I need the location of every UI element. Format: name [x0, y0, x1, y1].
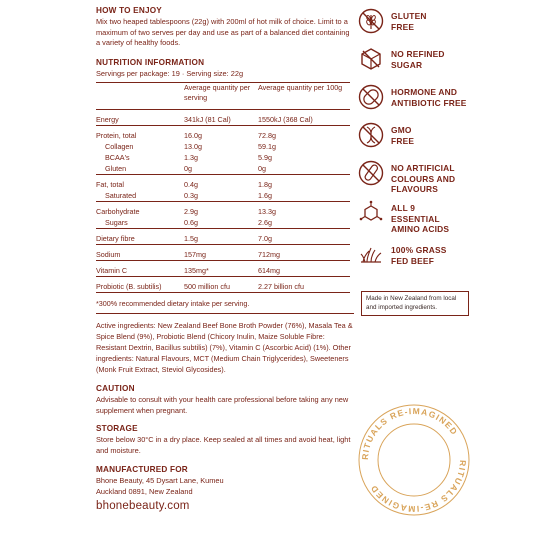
manufacturer-line-2: Auckland 0891, New Zealand [96, 486, 193, 496]
table-row [96, 130, 350, 141]
molecule-icon [358, 200, 384, 226]
table-row [96, 249, 350, 261]
row-label: Fat, total [96, 180, 124, 190]
grass-icon [358, 242, 384, 268]
claim-gluten-free [358, 8, 518, 46]
servings-text: Servings per package: 19 · Serving size: 22g [96, 69, 244, 79]
row-label: Gluten [105, 164, 127, 174]
claim-label: GMO FREE [391, 125, 415, 146]
col-header-serving: Average quantity per serving [184, 83, 258, 110]
table-row [96, 265, 350, 277]
row-serving: 1.5g [184, 234, 198, 244]
claim-gmo-free [358, 122, 518, 160]
row-100g: 1.8g [258, 180, 272, 190]
row-label: Probiotic (B. subtilis) [96, 281, 184, 293]
manufacturer-line-1: Bhone Beauty, 45 Dysart Lane, Kumeu [96, 475, 224, 485]
ingredients-text: Active ingredients: New Zealand Beef Bone Broth Powder (76%), Masala Tea & Spice Blend (9%), Probiotic Blend (Chicory Inulin, Maize Soluble Fibre: Resistant Dextrin, Bacillus subtilis) (7%), Vitamin C (Ascorbic Acid) (1%). Other ingredients: Natural Flavours, MCT (Medium Chain Triglycerides), Sweeteners (Monk Fruit Extract, Steviol Glycosides). [96, 321, 353, 374]
rituals-badge [356, 402, 472, 518]
row-serving: 2.9g [184, 207, 198, 217]
claims-column [358, 8, 518, 280]
dna-crossed-icon [358, 122, 384, 148]
badge-ring-text-2: RITUALS RE-IMAGINED [368, 459, 469, 515]
row-100g: 0g [258, 164, 266, 174]
table-row [96, 163, 350, 175]
table-row [96, 190, 350, 202]
row-serving: 500 million cfu [184, 281, 258, 293]
row-serving: 1.3g [184, 153, 198, 163]
storage-section [96, 424, 354, 456]
caution-text: Advisable to consult with your health care professional before taking any new supplement when pregnant. [96, 394, 349, 415]
row-serving: 0.3g [184, 191, 198, 201]
caution-section [96, 384, 354, 416]
nutrition-table [96, 82, 350, 293]
row-serving: 135mg* [184, 266, 209, 276]
row-100g: 72.8g [258, 131, 276, 141]
claim-amino-acids [358, 200, 518, 242]
row-serving: 157mg [184, 250, 206, 260]
row-serving: 0.4g [184, 180, 198, 190]
capsule-crossed-icon [358, 84, 384, 110]
row-label: Protein, total [96, 131, 137, 141]
row-100g: 2.27 billion cfu [258, 281, 350, 293]
table-row [96, 206, 350, 217]
nutrition-heading: NUTRITION INFORMATION [96, 58, 205, 68]
row-100g: 1.6g [258, 191, 272, 201]
row-100g: 2.6g [258, 218, 272, 228]
manufacturer-section [96, 465, 354, 497]
claim-grass-fed [358, 242, 518, 280]
claim-hormone-antibiotic-free [358, 84, 518, 122]
footnote: *300% recommended dietary intake per serving. [96, 299, 250, 309]
claim-label: GLUTEN FREE [391, 11, 427, 32]
table-row [96, 233, 350, 245]
table-row [96, 114, 350, 126]
row-label: Energy [96, 115, 119, 125]
claim-no-refined-sugar [358, 46, 518, 84]
row-serving: 13.0g [184, 142, 202, 152]
divider [96, 313, 354, 314]
caution-heading: CAUTION [96, 383, 135, 393]
claim-no-artificial [358, 160, 518, 200]
wheat-crossed-icon [358, 8, 384, 34]
claim-label: HORMONE AND ANTIBIOTIC FREE [391, 87, 467, 108]
table-row [96, 141, 350, 152]
row-label: Vitamin C [96, 266, 128, 276]
sugar-cube-crossed-icon [358, 46, 384, 72]
col-header-100g: Average quantity per 100g [258, 83, 350, 110]
row-100g: 59.1g [258, 142, 276, 152]
row-100g: 1550kJ (368 Cal) [258, 115, 313, 125]
claim-label: 100% GRASS FED BEEF [391, 245, 447, 266]
row-label: Collagen [105, 142, 134, 152]
enjoy-text: Mix two heaped tablespoons (22g) with 200ml of hot milk of choice. Limit to a maximum of two serves per day and use as part of a balanced diet containing a variety of healthy foods. [96, 17, 350, 48]
badge-ring-text-1: RITUALS RE-IMAGINED [359, 405, 460, 461]
website-text: bhonebeauty.com [96, 500, 190, 512]
row-serving: 16.0g [184, 131, 202, 141]
row-100g: 5.9g [258, 153, 272, 163]
row-serving: 0g [184, 164, 192, 174]
row-100g: 614mg [258, 266, 280, 276]
row-label: Sugars [105, 218, 128, 228]
test-tube-crossed-icon [358, 160, 384, 186]
storage-heading: STORAGE [96, 424, 138, 434]
claim-label: ALL 9 ESSENTIAL AMINO ACIDS [391, 203, 450, 234]
row-100g: 7.0g [258, 234, 272, 244]
row-serving: 0.6g [184, 218, 198, 228]
row-label: Sodium [96, 250, 121, 260]
claim-label: NO ARTIFICIAL COLOURS AND FLAVOURS [391, 163, 456, 194]
storage-text: Store below 30°C in a dry place. Keep sealed at all times and avoid heat, light and moisture. [96, 435, 351, 456]
table-row [96, 281, 350, 293]
row-100g: 712mg [258, 250, 280, 260]
info-column [96, 6, 354, 497]
manufacturer-heading: MANUFACTURED FOR [96, 464, 188, 474]
made-in-nz-box: Made in New Zealand from local and imported ingredients. [361, 291, 469, 316]
enjoy-heading: HOW TO ENJOY [96, 6, 162, 15]
row-label: Carbohydrate [96, 207, 140, 217]
row-100g: 13.3g [258, 207, 276, 217]
table-row [96, 217, 350, 229]
table-row [96, 152, 350, 163]
row-label: Saturated [105, 191, 137, 201]
row-label: Dietary fibre [96, 234, 135, 244]
table-row [96, 179, 350, 190]
row-label: BCAA's [105, 153, 130, 163]
claim-label: NO REFINED SUGAR [391, 49, 445, 70]
row-serving: 341kJ (81 Cal) [184, 115, 231, 125]
